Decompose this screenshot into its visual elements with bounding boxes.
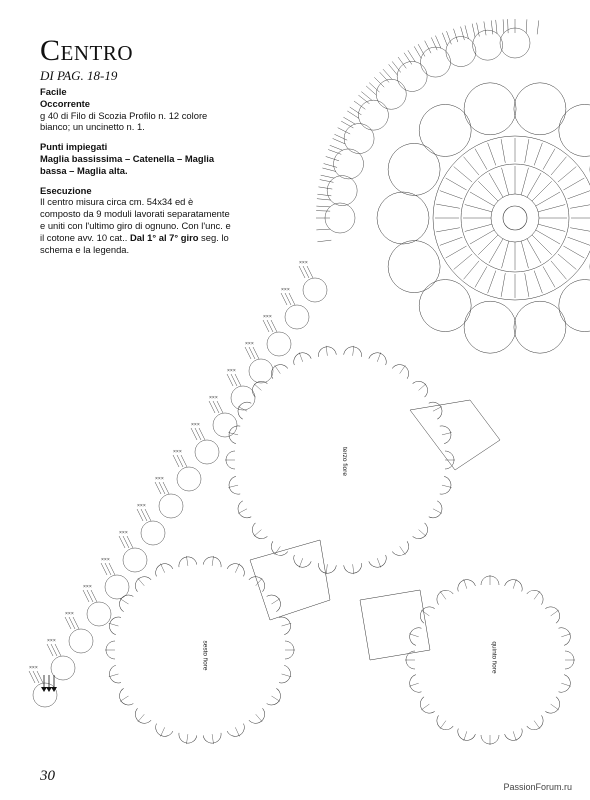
quinto-flower-scallop-stitch (551, 704, 559, 710)
medallion-petal (559, 280, 590, 332)
sesto-flower-scallop-stitch (235, 727, 239, 736)
connector (410, 400, 500, 470)
materials-text: g 40 di Filo di Scozia Profilo n. 12 colore bianco; un uncinetto n. 1. (40, 109, 208, 133)
terzo-flower-scallop-stitch (419, 384, 426, 391)
medallion-stitch (536, 230, 560, 244)
execution-heading: Esecuzione (40, 184, 92, 196)
medallion-stitch (488, 271, 496, 294)
sesto-flower-scallop-stitch (138, 578, 145, 586)
medallion-stitch (440, 237, 463, 245)
sesto-flower-scallop-stitch (186, 734, 187, 744)
medallion-stitch (525, 139, 529, 163)
border-mark: ××× (101, 557, 110, 563)
border-mark: ××× (227, 368, 236, 374)
arrow-icon (46, 687, 52, 692)
border-mark: ××× (65, 611, 74, 617)
medallion-stitch (534, 143, 542, 166)
fan-stitch (333, 138, 346, 144)
border-mark: ××× (245, 341, 254, 347)
quinto-flower-scallop-stitch (551, 610, 559, 616)
medallion-petal (514, 83, 566, 135)
medallion-petal (559, 104, 590, 156)
execution-text-part2: seg. lo schema e la legenda. (40, 231, 229, 255)
connector (250, 540, 330, 620)
medallion-stitch (475, 266, 487, 287)
terzo-flower-scallop-stitch (353, 564, 354, 574)
fan-stitch (321, 175, 335, 178)
border-scallop (213, 413, 237, 437)
quinto-flower-scallop-stitch (464, 579, 467, 589)
border-mark: ××× (83, 584, 92, 590)
terzo-flower-scallop-stitch (326, 346, 327, 356)
medallion-petal (464, 301, 516, 353)
medallion-stitch (527, 239, 541, 263)
sesto-flower-scallop-stitch (161, 727, 165, 736)
fan-scallop (397, 61, 427, 91)
sesto-flower-scallop-stitch (282, 674, 292, 677)
fan-stitch (491, 20, 493, 34)
sesto-flower-scallop-stitch (138, 714, 145, 722)
sesto-flower-scallop-stitch (235, 564, 239, 573)
quinto-flower-scallop-stitch (513, 579, 516, 589)
sesto-flower-scallop-stitch (272, 696, 280, 701)
sesto-flower-scallop-stitch (272, 599, 280, 604)
fan-stitch (526, 19, 527, 33)
fan-stitch (442, 33, 447, 46)
border-scallop (159, 494, 183, 518)
medallion-stitch (525, 273, 529, 297)
quinto-flower-scallop-stitch (561, 634, 571, 637)
fan-scallop (446, 37, 476, 67)
terzo-flower-scallop-stitch (299, 352, 303, 361)
border-scallop (105, 575, 129, 599)
fan-stitch (322, 168, 336, 172)
fan-stitch (484, 21, 486, 35)
medallion-petal (377, 192, 429, 244)
medallion-stitch (558, 254, 576, 269)
terzo-flower-scallop-stitch (442, 432, 452, 434)
medallion-stitch (521, 241, 528, 268)
border-mark: ××× (263, 314, 272, 320)
medallion-stitch (558, 167, 576, 182)
medallion-stitch (470, 192, 494, 206)
fan-stitch (374, 77, 384, 87)
medallion-stitch (470, 230, 494, 244)
fan-stitch (398, 57, 406, 68)
fan-stitch (431, 37, 437, 50)
medallion-stitch (563, 246, 584, 258)
medallion-stitch (568, 191, 590, 199)
medallion-stitch (478, 181, 498, 201)
medallion-stitch (551, 261, 566, 279)
border-scallop (69, 629, 93, 653)
border-scallop (33, 683, 57, 707)
sesto-flower-scallop-stitch (212, 556, 213, 566)
border-mark: ××× (209, 395, 218, 401)
fan-stitch (316, 229, 330, 230)
terzo-flower-scallop-stitch (433, 407, 442, 412)
medallion-petal (388, 241, 440, 293)
quinto-flower-scallop-stitch (534, 721, 540, 729)
page-reference: DI PAG. 18-19 (40, 68, 118, 83)
medallion-stitch (543, 266, 555, 287)
connector (360, 590, 430, 660)
border-mark: ××× (173, 449, 182, 455)
terzo-flower-scallop-stitch (238, 407, 247, 412)
quinto-flower-scallop-stitch (409, 634, 419, 637)
page-number: 30 (40, 768, 55, 784)
border-scallop (177, 467, 201, 491)
medallion-stitch (521, 168, 528, 195)
fan-stitch (318, 187, 332, 189)
medallion-stitch (454, 167, 472, 182)
medallion-stitch (527, 173, 541, 197)
border-mark: ××× (47, 638, 56, 644)
label-quinto-fiore: quinto fiore (490, 641, 498, 674)
border-scallop (123, 548, 147, 572)
quinto-flower-scallop-stitch (561, 683, 571, 686)
medallion-stitch (501, 139, 505, 163)
fan-stitch (324, 164, 337, 168)
border-scallop (51, 656, 75, 680)
border-mark: ××× (119, 530, 128, 536)
border-mark: ××× (191, 422, 200, 428)
fan-stitch (389, 64, 398, 75)
border-scallop (195, 440, 219, 464)
fan-stitch (330, 145, 343, 150)
fan-stitch (392, 61, 401, 72)
sesto-flower-scallop-stitch (256, 714, 263, 722)
fan-stitch (326, 157, 339, 161)
fan-stitch (358, 95, 369, 104)
fan-stitch (317, 240, 331, 242)
sesto-flower-scallop-stitch (109, 623, 119, 626)
terzo-flower-scallop-stitch (377, 352, 381, 361)
arrow-icon (41, 687, 47, 692)
border-mark: ××× (155, 476, 164, 482)
terzo-flower-scallop-stitch (228, 485, 238, 487)
quinto-flower-scallop-stitch (421, 610, 429, 616)
terzo-flower-scallop-stitch (353, 346, 354, 356)
medallion-stitch (478, 235, 498, 255)
fan-scallop (344, 124, 374, 154)
terzo-flower-scallop-stitch (275, 365, 281, 373)
quinto-flower-scallop-stitch (464, 731, 467, 741)
fan-stitch (454, 29, 458, 42)
medallion-stitch (488, 143, 496, 166)
medallion-stitch (465, 224, 492, 231)
terzo-flower-scallop-stitch (400, 365, 406, 373)
label-terzo-fiore: terzo fiore (340, 447, 348, 476)
fan-scallop (473, 30, 503, 60)
medallion-stitch (436, 204, 460, 208)
medallion-stitch (440, 191, 463, 199)
medallion-stitch (501, 273, 505, 297)
terzo-flower-scallop-stitch (299, 558, 303, 567)
medallion-stitch (489, 173, 503, 197)
medallion-petal (514, 301, 566, 353)
terzo-flower-scallop-stitch (238, 509, 247, 514)
fan-stitch (461, 27, 465, 40)
terzo-flower-scallop-stitch (377, 558, 381, 567)
terzo-flower-scallop-stitch (326, 564, 327, 574)
medallion-stitch (454, 254, 472, 269)
fan-scallop (358, 100, 388, 130)
medallion-stitch (475, 149, 487, 170)
watermark: PassionForum.ru (503, 782, 572, 792)
terzo-flower-scallop-stitch (433, 509, 442, 514)
fan-stitch (334, 134, 347, 140)
medallion-center (503, 206, 527, 230)
medallion-stitch (464, 261, 479, 279)
medallion-stitch (534, 271, 542, 294)
quinto-flower-scallop-stitch (421, 704, 429, 710)
border-scallop (231, 386, 255, 410)
medallion-stitch (551, 157, 566, 175)
medallion-stitch (489, 239, 503, 263)
fan-stitch (366, 86, 376, 95)
fan-stitch (503, 19, 504, 33)
fan-stitch (537, 20, 539, 34)
medallion-petal (419, 104, 471, 156)
medallion-ring (491, 194, 539, 242)
medallion-stitch (536, 192, 560, 206)
medallion-petal (388, 143, 440, 195)
fan-stitch (316, 211, 330, 212)
medallion-petal (419, 280, 471, 332)
stitches-text: Maglia bassissima – Catenella – Maglia bassa – Maglia alta. (40, 152, 215, 176)
fan-scallop (327, 176, 357, 206)
medallion-stitch (502, 168, 509, 195)
sesto-flower-scallop-stitch (282, 623, 292, 626)
sesto-flower-scallop-stitch (109, 674, 119, 677)
fan-stitch (383, 69, 392, 79)
border-mark: ××× (29, 665, 38, 671)
sesto-flower-scallop-stitch (161, 564, 165, 573)
medallion-stitch (570, 204, 590, 208)
border-scallop (249, 359, 273, 383)
medallion-stitch (464, 157, 479, 175)
medallion-stitch (543, 149, 555, 170)
quinto-flower-scallop-stitch (409, 683, 419, 686)
terzo-flower-scallop-stitch (400, 546, 406, 554)
sesto-flower-scallop-stitch (212, 734, 213, 744)
border-scallop (141, 521, 165, 545)
quinto-flower-scallop-stitch (534, 591, 540, 599)
fan-stitch (316, 206, 330, 207)
medallion-stitch (538, 224, 565, 231)
fan-stitch (317, 199, 331, 200)
difficulty-label: Facile (40, 86, 67, 97)
sesto-flower-scallop-stitch (120, 696, 128, 701)
execution-text-bold: Dal 1° al 7° giro (129, 231, 199, 243)
medallion-stitch (568, 237, 590, 245)
quinto-flower-scallop-stitch (513, 731, 516, 741)
border-mark: ××× (281, 287, 290, 293)
fan-stitch (317, 194, 331, 196)
terzo-flower-scallop-stitch (254, 384, 261, 391)
fan-stitch (338, 128, 350, 134)
border-scallop (285, 305, 309, 329)
terzo-flower-scallop-stitch (442, 485, 452, 487)
fan-stitch (472, 24, 475, 38)
fan-stitch (508, 19, 509, 33)
medallion-stitch (570, 228, 590, 232)
border-scallop (303, 278, 327, 302)
border-mark: ××× (299, 260, 308, 266)
terzo-flower-scallop-stitch (419, 530, 426, 537)
fan-stitch (496, 20, 497, 34)
medallion-stitch (538, 205, 565, 212)
fan-stitch (465, 25, 469, 39)
sesto-flower-scallop-stitch (186, 556, 187, 566)
quinto-flower-scallop-stitch (440, 591, 446, 599)
medallion-stitch (446, 178, 467, 190)
sesto-flower-scallop-stitch (120, 599, 128, 604)
medallion-stitch (563, 178, 584, 190)
arrow-icon (51, 687, 57, 692)
stitches-heading: Punti impiegati (40, 141, 108, 153)
medallion-stitch (446, 246, 467, 258)
label-sesto-fiore: sesto fiore (201, 640, 209, 671)
materials-heading: Occorrente (40, 97, 91, 109)
quinto-flower-scallop-stitch (440, 721, 446, 729)
medallion-stitch (465, 205, 492, 212)
medallion-stitch (532, 235, 552, 255)
terzo-flower-scallop-stitch (254, 530, 261, 537)
border-scallop (267, 332, 291, 356)
fan-stitch (354, 101, 365, 109)
fan-stitch (361, 92, 372, 101)
page-title: Centro (40, 34, 134, 67)
terzo-flower-scallop-stitch (275, 546, 281, 554)
medallion-stitch (502, 241, 509, 268)
medallion-petal (464, 83, 516, 135)
fan-stitch (425, 41, 431, 53)
execution-text-part1: Il centro misura circa cm. 54x34 ed è composto da 9 moduli lavorati separatamente e uniti con l'ultimo giro di ognuno. Con l'unc. e il cotone avv. 10 cat.. (40, 196, 231, 243)
medallion-stitch (436, 228, 460, 232)
border-scallop (87, 602, 111, 626)
fan-stitch (435, 36, 441, 49)
medallion-stitch (532, 181, 552, 201)
border-mark: ××× (137, 503, 146, 509)
